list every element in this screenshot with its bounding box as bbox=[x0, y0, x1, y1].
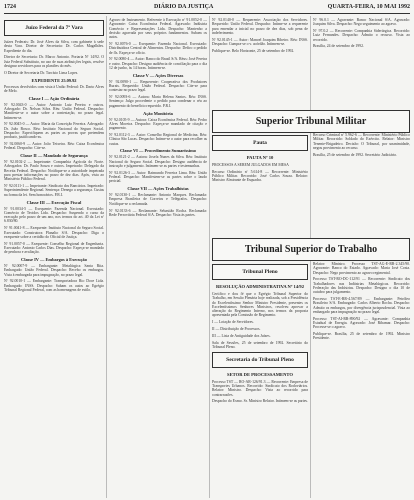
paragraph: Nº 92.0045-0 — Autor: Maria da Conceição Ferreira. Advogado: Dr. João Bosco. Réu: Instituto Nacional do Seguro Social. Despacho: Especifiquem as partes as provas que pretendem produzir, justificando-as. bbox=[4, 122, 104, 140]
paragraph: Diretor de Secretaria: Dr. Marco Antonio. Portaria Nº 14/92. O Juiz Federal Substituto, no uso de suas atribuições legais, resolve designar servidores para os plantões do mês. bbox=[4, 55, 104, 68]
paragraph: Certifico e dou fé que o Egrégio Tribunal Superior do Trabalho, em Sessão Plenária hoje realizada, sob a Presidência do Excelentíssimo Senhor Ministro Presidente, presentes os Excelentíssimos Senhores Ministros, resolveu aprovar a alteração do Regimento Interno, nos termos da proposta apresentada pela Comissão de Regimento. bbox=[212, 292, 308, 318]
paragraph: Nº 96.0.1 — Agravante: Banco Nacional S/A. Agravado: Joaquim Silva. Despacho: Nego seguimento ao agravo. bbox=[313, 18, 410, 27]
paragraph: Relator: Ministro. Processo TST-AG-E-RR-2.345/90. Agravante: Banco do Estado. Agravado: Maria José Costa. Despacho: Nego provimento ao agravo regimental. bbox=[313, 262, 410, 275]
section-heading: Classe II — Mandado de Segurança bbox=[20, 153, 88, 159]
column-divider bbox=[209, 16, 210, 498]
paragraph: Nº 92.0140-0 — Requerente: Associação dos Servidores. Requerido: União Federal. Despacho: Intime-se a requerente para emendar a inicial no prazo de dez dias, sob pena de indeferimento. bbox=[212, 18, 308, 35]
journal-title: DIÁRIO DA JUSTIÇA bbox=[154, 4, 214, 10]
column-4-trabalho bbox=[313, 262, 410, 498]
paragraph: Nº 92.0043-0 — Autor: Antonio Luiz Pereira e outros. Advogado: Dr. Nelson Silva. Réu: União Federal. Despacho: Manifeste-se o autor sobre a contestação, no prazo legal. Intimem-se. bbox=[4, 102, 104, 120]
section-box-pauta: Pauta bbox=[212, 135, 308, 151]
paragraph: Despacho do Exmo. Sr. Ministro Relator. Intimem-se as partes. bbox=[212, 399, 308, 404]
section-heading: Ação Monitória bbox=[143, 110, 173, 116]
section-box-secretaria: Secretaria do Tribunal Pleno bbox=[212, 352, 308, 368]
page-number: 1724 bbox=[4, 4, 16, 10]
column-3-top bbox=[212, 18, 308, 104]
paragraph: III — Lista de Antiguidade dos Juízes. bbox=[212, 333, 271, 338]
paragraph: Nº 91.0057-0 — Exequente: Conselho Regional de Engenharia. Executado: Antonio Carlos Dias. Despacho: Expeça-se mandado de penhora e avaliação. bbox=[4, 241, 104, 255]
paragraph: Nº 92.0102-2 — Impetrante: Companhia Agrícola do Norte. Advogados: Dr. Paulo Souza e outros. Impetrado: Delegado da Receita Federal. Despacho: Notifique-se a autoridade impetrada para prestar informações no prazo de dez dias. Após, vista ao Ministério Público Federal. bbox=[4, 160, 104, 182]
column-divider bbox=[106, 16, 107, 498]
paragraph: Nº 92.0007-9 — Embargante: Metalúrgica Santa Rita. Embargado: União Federal. Despacho: Recebo os embargos. Vista à embargada para impugnação, no prazo legal. bbox=[4, 263, 104, 277]
paragraph: Juízes Federais: Dr. José Alves da Silva, com gabinete à sede desta Vara. Diretor de Secretaria: Dr. Carlos Magalhães. Expediente do dia. bbox=[4, 40, 104, 53]
section-heading: PAUTA Nº 10 bbox=[246, 155, 274, 160]
paragraph: Nº 92.0111-1 — Impetrante: Sindicato dos Bancários. Impetrado: Superintendente Regional. Sentença: Denego a segurança. Custas na forma da lei. Sem honorários. P.R.I. bbox=[4, 184, 104, 197]
section-band-tribunal-superior-do-trabalho: Tribunal Superior do Trabalho bbox=[212, 238, 410, 261]
paragraph: Processo TST — RO-AR-126/91.3 — Recorrente: Empresa de Transportes Urbanos. Recorrido: Sindicato dos Rodoviários. Relator: Ministro. Despacho: Vista ao recorrido para contrarrazões. bbox=[212, 379, 308, 397]
paragraph: Nº 92.0130-1 — Reclamante: Antonio Marques. Reclamada: Empresa Brasileira de Correios e Telégrafos. Despacho: Notifique-se a reclamada. bbox=[109, 193, 207, 206]
paragraph: Nº 92.0090-1 — Requerente: Cooperativa dos Produtores Rurais. Requerido: União Federal. Despacho: Cite-se para contestar no prazo legal. bbox=[109, 79, 207, 93]
column-2 bbox=[109, 18, 207, 498]
paragraph: Agravo de Instrumento. Referente à Execução nº 91.0052-0 — Agravante: Caixa Econômica Federal. Agravado: Indústria Comércio e Representações Ltda. Despacho: Mantenho a decisão agravada por seus próprios fundamentos. Subam os autos. bbox=[109, 18, 207, 40]
section-box-juizo-federal: Juízo Federal da 7ª Vara bbox=[4, 20, 104, 36]
paragraph: Publique-se. Brasília, 25 de setembro de 1992. Ministro Presidente. bbox=[313, 332, 410, 341]
paragraph: Nº 92.0093-6 — Autora: Maria Helena Santos. Réu: INSS. Sentença: Julgo procedente o pedido para condenar o réu ao pagamento do benefício requerido. P.R.I. bbox=[109, 95, 207, 108]
section-heading: Classe I — Ação Ordinária bbox=[28, 95, 80, 101]
paragraph: Nº 92.0112-3 — Autor: Conselho Regional de Medicina. Réu: Clínica São Lucas. Despacho: Intime-se o autor para recolher as custas. bbox=[109, 132, 207, 146]
column-1 bbox=[4, 18, 104, 498]
paragraph: Nº 92.0145-1 — Autor: Manoel Joaquim Ribeiro. Réu: INSS. Despacho: Cumpra-se o v. acórdão. Intimem-se. bbox=[212, 37, 308, 46]
paragraph: Nº 91.0041-8 — Exequente: Instituto Nacional do Seguro Social. Executado: Construtora Planalto S/A. Despacho: Diga o exequente sobre a certidão do Oficial de Justiça. bbox=[4, 226, 104, 239]
paragraph: Nº 97.0.2 — Recorrente: Companhia Siderúrgica. Recorrido: Luiz Fernandes. Despacho: Admito o recurso. Vista ao recorrido. bbox=[313, 29, 410, 42]
paragraph: Processo TST-AI-RR-890/92 — Agravante: Companhia Estadual de Energia. Agravado: José Ribamar. Despacho: Processe-se o agravo. bbox=[313, 316, 410, 330]
paragraph: Processo TST-RO-DC-112/91 — Recorrente: Sindicato dos Trabalhadores nas Indústrias Metalúrgicas. Recorrido: Federação das Indústrias. Despacho: Designo o dia 10 de outubro para julgamento. bbox=[313, 277, 410, 295]
paragraph: PROCESSOS A SEREM JULGADOS EM MESA bbox=[212, 163, 289, 167]
paragraph: Processo TST-E-RR-4.567/89 — Embargante: Petróleo Brasileiro S/A. Embargado: Carlos Alberto Rocha. Despacho: Admito os embargos, por divergência jurisprudencial. Vista ao embargado para impugnação no prazo legal. bbox=[313, 297, 410, 314]
column-4-top bbox=[313, 18, 410, 104]
column-4-militar bbox=[313, 133, 410, 233]
page-header bbox=[4, 4, 410, 13]
section-heading: Classe VI — Procedimento Sumaríssimo bbox=[120, 148, 196, 154]
issue-date: QUARTA-FEIRA, 10 MAI 1992 bbox=[327, 4, 410, 10]
paragraph: Recurso Ordinário nº 5.614-8 — Recorrente: Ministério Público Militar. Recorrido: José Carlos Souza. Relator: Ministro Almirante de Esquadra. bbox=[212, 169, 308, 183]
paragraph: Recurso Criminal nº 5.962-6 — Recorrente: Ministério Público Militar. Recorrido: Soldado do Exército. Relator: Ministro Tenente-Brigadeiro. Decisão: O Tribunal, por unanimidade, negou provimento ao recurso. bbox=[313, 133, 410, 150]
paragraph: Publique-se. Belo Horizonte, 25 de setembro de 1992. bbox=[212, 48, 295, 53]
header-rule bbox=[4, 13, 410, 14]
paragraph: Nº 92.0076-0 — Exequente: Fazenda Nacional. Executado: Distribuidora Central de Alimentos. Despacho: Defiro o pedido de fls. Expeça-se ofício. bbox=[109, 41, 207, 55]
paragraph: Brasília, 25 de setembro de 1992. Secretário Judiciário. bbox=[313, 152, 398, 157]
paragraph: Nº 92.0126-3 — Autor: Raimundo Ferreira Lima. Réu: União Federal. Despacho: Manifestem-se as partes sobre o laudo pericial. bbox=[109, 170, 207, 184]
paragraph: I — Lotação de Servidores. bbox=[212, 320, 254, 325]
column-3-militar bbox=[212, 133, 308, 233]
paragraph: Sala de Sessões, 25 de setembro de 1992. Secretário do Tribunal Pleno. bbox=[212, 340, 308, 349]
paragraph: Nº 91.0034-5 — Exequente: Fazenda Nacional. Executado: Comércio de Tecidos Ltda. Despacho: Suspendo o curso da execução pelo prazo de um ano, nos termos do art. 40 da Lei nº 6.830/80. bbox=[4, 206, 104, 224]
section-heading: Classe VII — Ações Trabalhistas bbox=[127, 186, 189, 192]
paragraph: Nº 92.0133-6 — Reclamante: Sebastião Rocha. Reclamada: Rede Ferroviária Federal S/A. Despacho: Vista às partes. bbox=[109, 208, 207, 217]
paragraph: Nº 92.0010-1 — Embargante: Transportadora Rio Doce Ltda. Embargado: INSS. Despacho: Subam os autos ao Egrégio Tribunal Regional Federal, com as homenagens de estilo. bbox=[4, 279, 104, 292]
section-heading: RESOLUÇÃO ADMINISTRATIVA Nº 14/92 bbox=[215, 284, 304, 289]
paragraph: O Diretor de Secretaria Dr. Tarcísio Lima Lopes. bbox=[4, 70, 79, 75]
paragraph: Nº 92.0080-4 — Autor: Banco do Brasil S/A. Réus: José Pereira e outro. Despacho: Designo audiência de conciliação para o dia 12 de junho, às 14 horas. Intimem-se. bbox=[109, 57, 207, 70]
section-heading: SETOR DE PROCESSAMENTO bbox=[227, 371, 293, 377]
paragraph: Brasília, 24 de setembro de 1992. bbox=[313, 44, 364, 49]
paragraph: Nº 92.0105-9 — Autora: Caixa Econômica Federal. Réu: Pedro Alves Moreira. Despacho: Expeça-se mandado de citação e pagamento. bbox=[109, 117, 207, 131]
section-heading: Classe V — Ações Diversas bbox=[132, 72, 184, 78]
section-band-superior-tribunal-militar: Superior Tribunal Militar bbox=[212, 110, 410, 133]
paragraph: Nº 92.0060-9 — Autor: João Teixeira. Réu: Caixa Econômica Federal. Despacho: Cite-se. bbox=[4, 142, 104, 151]
section-heading: Classe III — Execução Fiscal bbox=[26, 199, 82, 205]
paragraph: II — Distribuição de Processos. bbox=[212, 327, 261, 332]
section-heading: Classe IV — Embargos à Execução bbox=[21, 256, 87, 262]
column-3-trabalho bbox=[212, 262, 308, 498]
paragraph: Nº 92.0121-2 — Autora: Josefa Nunes da Silva. Réu: Instituto Nacional do Seguro Social. Despacho: Designo audiência de instrução e julgamento. Intimem-se as partes e testemunhas. bbox=[109, 155, 207, 168]
paragraph: Processos devolvidos com vista à União Federal: Dr. Dario Alves de Melo. bbox=[4, 84, 104, 93]
section-box-tribunal-pleno: Tribunal Pleno bbox=[212, 264, 308, 280]
section-heading: EXPEDIENTE 25.09.92 bbox=[31, 77, 77, 83]
